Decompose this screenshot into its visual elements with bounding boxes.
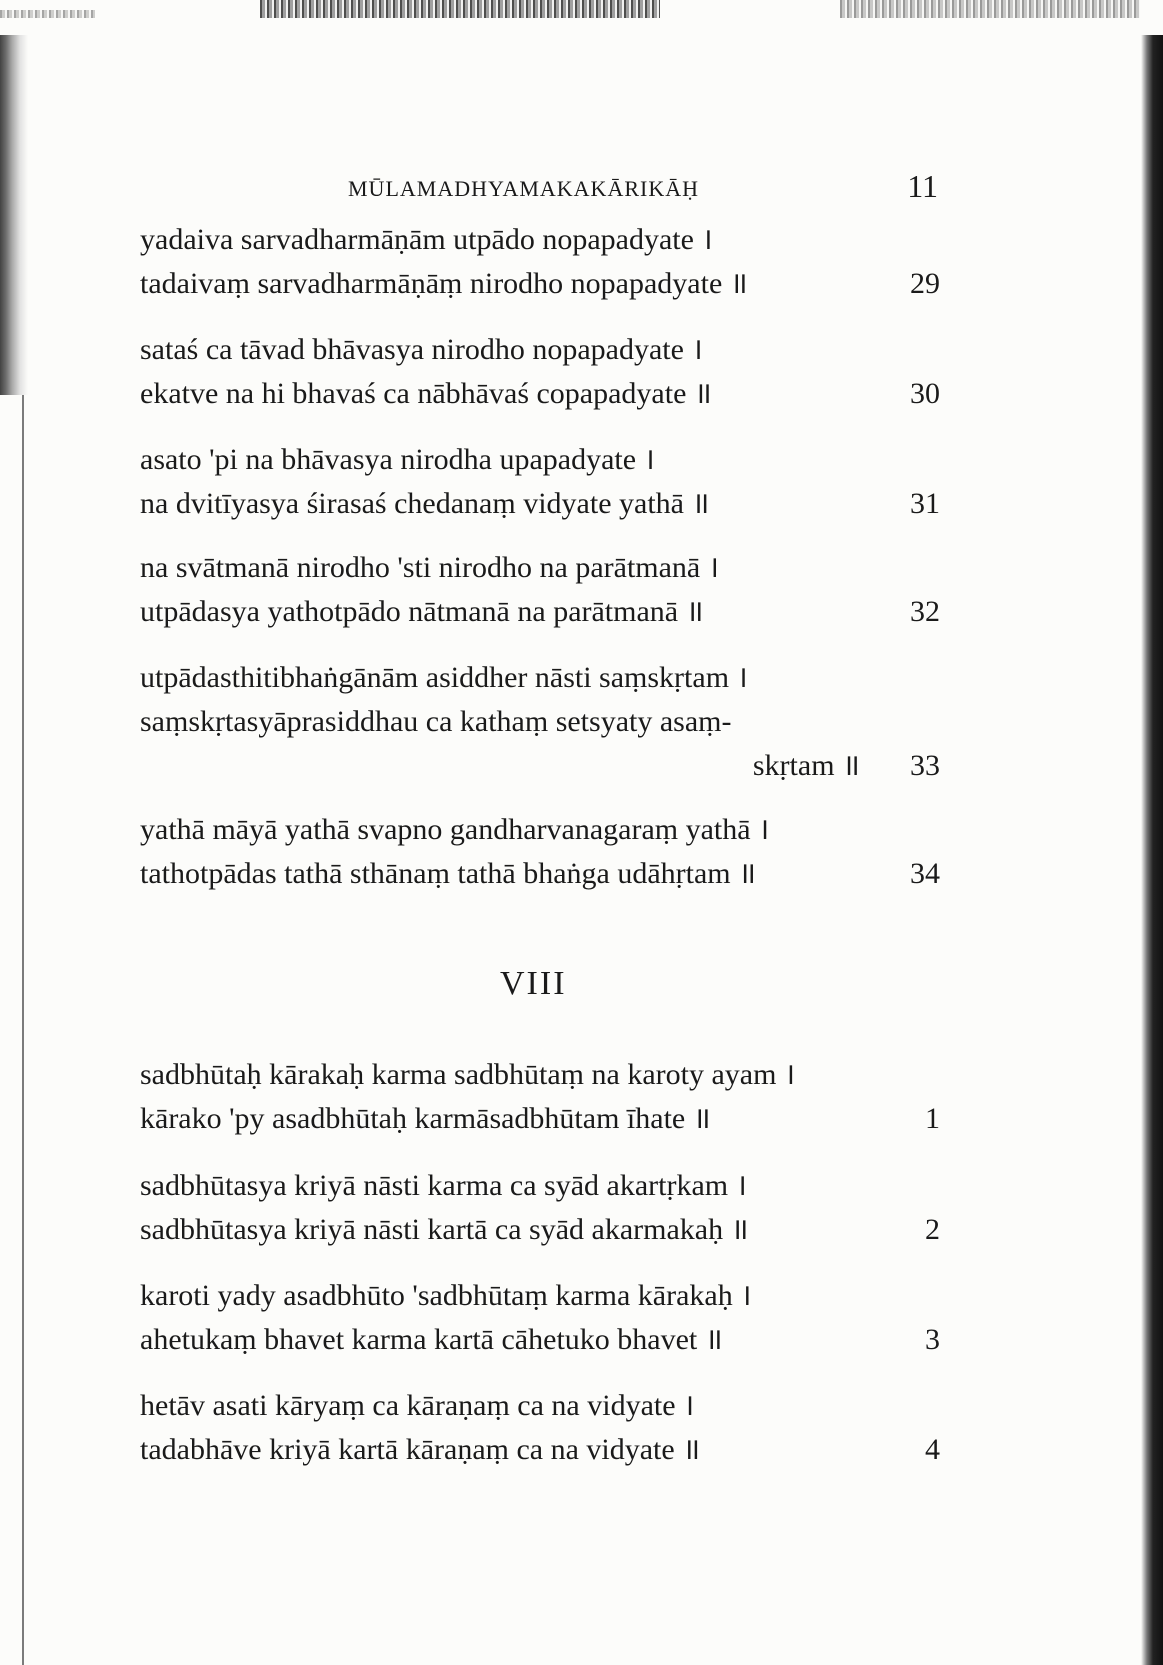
verse-viii-1 [140,1053,940,1141]
verse-number: 33 [910,749,940,782]
page-number: 11 [907,168,938,204]
verse-line [140,1097,940,1141]
verse-text: sadbhūtasya kriyā nāsti kartā ca syād akarmakaḥ ॥ [140,1213,749,1246]
verse-line [140,546,940,590]
verse-line [140,1384,940,1428]
verse-line [140,482,940,526]
verse-29 [140,218,940,306]
verse-text: utpādasya yathotpādo nātmanā na parātmanā ॥ [140,595,704,628]
verse-33 [140,656,940,788]
verse-line [140,808,940,852]
verse-30 [140,328,940,416]
verse-line [140,852,940,896]
verse-number: 4 [925,1433,940,1466]
verse-34 [140,808,940,896]
verse-number: 29 [910,267,940,300]
verse-text: ahetukaṃ bhavet karma kartā cāhetuko bhavet ॥ [140,1323,723,1356]
verse-31 [140,438,940,526]
verse-text: kārako 'py asadbhūtaḥ karmāsadbhūtam īhate ॥ [140,1102,711,1135]
verse-viii-3 [140,1274,940,1362]
page-edge-right [1141,35,1163,1665]
verse-text: tathotpādas tathā sthānaṃ tathā bhaṅga udāhṛtam ॥ [140,857,757,890]
verse-line [140,656,940,700]
verse-line [140,700,940,744]
verse-line [140,1053,940,1097]
verse-line [140,744,940,788]
verse-number: 1 [925,1102,940,1135]
verse-text: asato 'pi na bhāvasya nirodha upapadyate । [140,443,655,476]
verse-line [140,1164,940,1208]
verse-line [140,328,940,372]
verse-text: utpādasthitibhaṅgānām asiddher nāsti saṃskṛtam । [140,661,748,694]
running-head [348,168,938,208]
verse-line [140,1318,940,1362]
scan-artifact-top-left [0,10,95,18]
verse-line [140,262,940,306]
verse-text: ekatve na hi bhavaś ca nābhāvaś copapadyate ॥ [140,377,712,410]
verse-text: hetāv asati kāryaṃ ca kāraṇaṃ ca na vidyate । [140,1389,695,1422]
verse-line [140,1208,940,1252]
verse-number: 30 [910,377,940,410]
verse-line [140,218,940,262]
verse-line [140,1428,940,1472]
verse-text: yadaiva sarvadharmāṇām utpādo nopapadyate । [140,223,713,256]
verse-text: saṃskṛtasyāprasiddhau ca kathaṃ setsyaty asaṃ- [140,705,732,738]
verse-number: 34 [910,857,940,890]
binding-shadow-left [0,35,28,395]
verse-line [140,372,940,416]
verse-text: tadaivaṃ sarvadharmāṇāṃ nirodho nopapadyate ॥ [140,267,748,300]
chapter-heading: VIII [500,965,567,1002]
verse-text: karoti yady asadbhūto 'sadbhūtaṃ karma kārakaḥ । [140,1279,752,1312]
scan-artifact-top [260,0,660,18]
verse-number: 2 [925,1213,940,1246]
verse-number: 32 [910,595,940,628]
verse-text: sadbhūtasya kriyā nāsti karma ca syād akartṛkam । [140,1169,747,1202]
verse-text: sataś ca tāvad bhāvasya nirodho nopapadyate । [140,333,703,366]
verse-line [140,590,940,634]
verse-viii-2 [140,1164,940,1252]
running-title: MŪLAMADHYAMAKAKĀRIKĀḤ [348,176,699,201]
verse-32 [140,546,940,634]
verse-line [140,1274,940,1318]
verse-text: na dvitīyasya śirasaś chedanaṃ vidyate yathā ॥ [140,487,710,520]
verse-text: skṛtam ॥ [752,749,860,782]
verse-line [140,438,940,482]
verse-text: yathā māyā yathā svapno gandharvanagaraṃ yathā । [140,813,770,846]
verse-text: tadabhāve kriyā kartā kāraṇaṃ ca na vidyate ॥ [140,1433,701,1466]
verse-text: na svātmanā nirodho 'sti nirodho na parātmanā । [140,551,720,584]
verse-text: sadbhūtaḥ kārakaḥ karma sadbhūtaṃ na karoty ayam । [140,1058,796,1091]
verse-viii-4 [140,1384,940,1472]
binding-edge-left [22,395,24,1665]
verse-number: 31 [910,487,940,520]
verse-number: 3 [925,1323,940,1356]
scan-artifact-top-right [840,0,1140,18]
